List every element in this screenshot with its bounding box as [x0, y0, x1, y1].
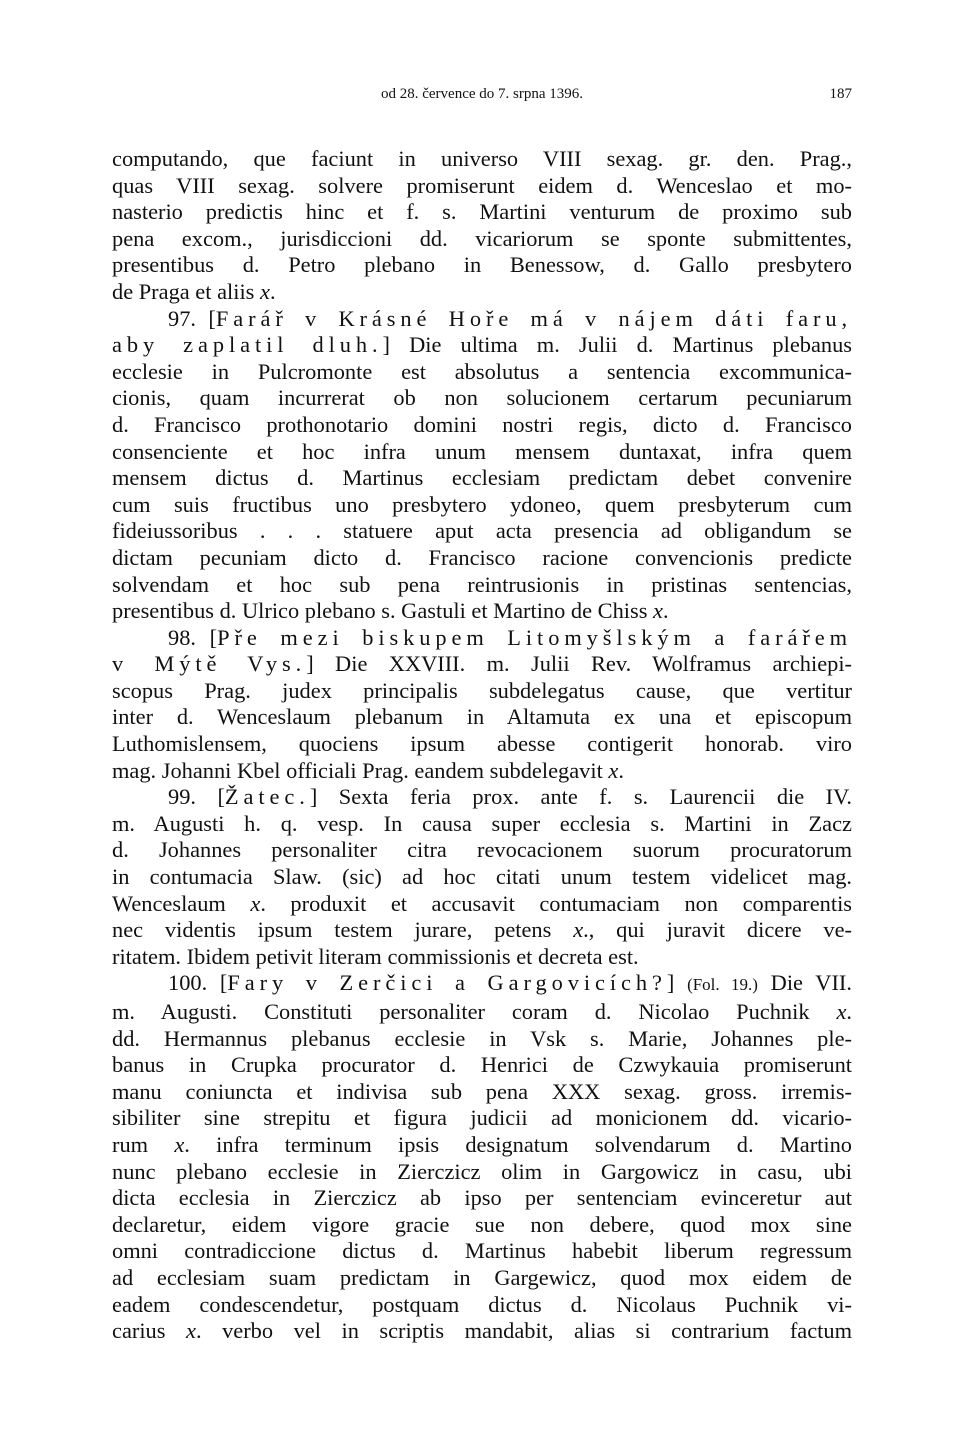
text-segment: scopus Prag. judex principalis subdelegatus cause, que vertitur: [112, 677, 852, 703]
italic-mark: x: [608, 757, 619, 783]
text-line: [112, 891, 852, 918]
text-line: [112, 625, 852, 652]
text-segment: .: [662, 598, 669, 624]
text-line: [112, 678, 852, 705]
text-segment: m. Augusti. Constituti personaliter coram d. Nicolao Puchnik: [112, 999, 837, 1024]
text-segment: mag. Johanni Kbel officiali Prag. eandem subdelegavit: [112, 757, 609, 783]
text-segment: solvendam et hoc sub pena reintrusionis in pristinas sentencias,: [112, 571, 852, 597]
text-segment: sibiliter sine strepitu et figura judicii ad monicionem dd. vicario-: [112, 1105, 852, 1131]
text-segment: .: [269, 278, 276, 304]
running-title: od 28. července do 7. srpna 1396.: [380, 86, 584, 102]
text-segment: in contumacia Slaw. (sic) ad hoc citati unum testem videlicet mag.: [112, 864, 852, 890]
text-segment: ] Die ultima m. Julii d. Martinus plebanus: [382, 332, 853, 358]
text-segment: dictam pecuniam dicto d. Francisco racione convencionis predicte: [112, 544, 852, 570]
text-line: [112, 970, 852, 999]
text-line: [112, 572, 852, 599]
text-segment: inter d. Wenceslaum plebanum in Altamuta ex una et episcopum: [112, 704, 852, 730]
text-line: [112, 359, 852, 386]
text-segment: d. Francisco prothonotario domini nostri regis, dicto d. Francisco: [112, 411, 852, 437]
text-line: [112, 1238, 852, 1265]
page-header: [112, 86, 852, 110]
text-segment: omni contradiccione dictus d. Martinus habebit liberum regressum: [112, 1238, 852, 1264]
text-line: [112, 492, 852, 519]
text-line: [112, 651, 852, 678]
text-line: [112, 1159, 852, 1186]
text-segment: declaretur, eidem vigore gracie sue non debere, quod mox sine: [112, 1211, 852, 1237]
text-segment: d. Johannes personaliter citra revocacionem suorum procuratorum: [112, 837, 852, 863]
text-line: [112, 518, 852, 545]
text-segment: quas VIII sexag. solvere promiserunt eidem d. Wenceslao et mo-: [112, 172, 852, 198]
text-line: [112, 758, 852, 785]
text-line: [112, 545, 852, 572]
text-segment: 97. [: [168, 305, 216, 331]
text-segment: rum: [112, 1131, 175, 1157]
italic-mark: x: [174, 1131, 185, 1157]
text-segment: . infra terminum ipsis designatum solvendarum d. Martino: [184, 1131, 852, 1157]
text-segment: .: [618, 757, 624, 783]
text-line: [112, 999, 852, 1026]
spaced-heading: aby zaplatil dluh.: [112, 332, 383, 358]
text-line: [112, 332, 852, 359]
body-text: [112, 146, 852, 1345]
text-line: [112, 1318, 852, 1345]
text-line: [112, 784, 852, 811]
text-line: [112, 944, 852, 971]
text-segment: manu coniuncta et indivisa sub pena XXX sexag. gross. irremis-: [112, 1078, 852, 1104]
text-segment: cionis, quam incurrerat ob non solucionem certarum pecuniarum: [112, 385, 852, 411]
spaced-heading: v Mýtě Vys.: [112, 651, 307, 677]
text-segment: Die VII.: [757, 970, 852, 996]
text-segment: (Fol. 19.): [687, 975, 758, 995]
text-line: [112, 412, 852, 439]
text-segment: fideiussoribus . . . statuere aput acta presencia ad obligandum se: [112, 518, 852, 544]
text-segment: nasterio predictis hinc et f. s. Martini venturum de proximo sub: [112, 199, 852, 225]
text-line: [112, 385, 852, 412]
text-segment: presentibus d. Ulrico plebano s. Gastuli et Martino de Chiss: [112, 598, 654, 624]
text-segment: 100. [: [168, 970, 228, 996]
text-segment: ad ecclesiam suam predictam in Gargewicz, quod mox eidem de: [112, 1264, 852, 1290]
page-number: 187: [829, 86, 852, 102]
text-line: [112, 226, 852, 253]
text-segment: ecclesie in Pulcromonte est absolutus a sentencia excommunica-: [112, 358, 852, 384]
text-segment: cum suis fructibus uno presbytero ydoneo, quem presbyterum cum: [112, 491, 852, 517]
text-segment: ]: [666, 970, 688, 996]
text-segment: m. Augusti h. q. vesp. In causa super ecclesia s. Martini in Zacz: [112, 810, 852, 836]
text-segment: dicta ecclesia in Zierczicz ab ipso per sentenciam evinceretur aut: [112, 1185, 852, 1211]
text-segment: dd. Hermannus plebanus ecclesie in Vsk s. Marie, Johannes ple-: [112, 1025, 852, 1051]
text-segment: mensem dictus d. Martinus ecclesiam predictam debet convenire: [112, 465, 852, 491]
text-line: [112, 864, 852, 891]
text-line: [112, 252, 852, 279]
spaced-heading: Žatec.: [224, 784, 310, 810]
text-line: [112, 146, 852, 173]
text-segment: carius: [112, 1318, 186, 1344]
text-line: [112, 1105, 852, 1132]
text-segment: de Praga et aliis: [112, 278, 260, 304]
text-segment: ] Die XXVIII. m. Julii Rev. Wolframus archiepi-: [306, 651, 853, 677]
text-segment: pena excom., jurisdiccioni dd. vicariorum se sponte submittentes,: [112, 225, 852, 251]
text-line: [112, 704, 852, 731]
text-segment: computando, que faciunt in universo VIII sexag. gr. den. Prag.,: [112, 146, 852, 171]
text-line: [112, 279, 852, 306]
text-line: [112, 1132, 852, 1159]
text-line: [112, 1079, 852, 1106]
text-line: [112, 465, 852, 492]
text-segment: . verbo vel in scriptis mandabit, alias si contrarium factum: [195, 1318, 853, 1344]
text-segment: Wenceslaum: [112, 890, 251, 916]
italic-mark: x: [250, 890, 261, 916]
italic-mark: x: [836, 999, 847, 1024]
spaced-heading: Pře mezi biskupem Litomyšlským a farářem: [217, 624, 852, 650]
text-segment: eadem condescendetur, postquam dictus d. Nicolaus Puchnik vi-: [112, 1291, 852, 1317]
text-line: [112, 1292, 852, 1319]
text-segment: nec videntis ipsum testem jurare, petens: [112, 917, 574, 943]
spaced-heading: Fary v Zerčici a Gargovicích?: [227, 970, 667, 996]
text-segment: ] Sexta feria prox. ante f. s. Laurencii die IV.: [309, 784, 853, 810]
italic-mark: x: [573, 917, 584, 943]
text-line: [112, 1052, 852, 1079]
text-segment: .: [846, 999, 852, 1024]
text-line: [112, 199, 852, 226]
text-segment: . produxit et accusavit contumaciam non comparentis: [260, 890, 852, 916]
text-line: [112, 1026, 852, 1053]
text-segment: ritatem. Ibidem petivit literam commissionis et decreta est.: [112, 943, 639, 969]
italic-mark: x: [653, 598, 663, 624]
italic-mark: x: [186, 1318, 196, 1344]
spaced-heading: Farář v Krásné Hoře má v nájem dáti faru,: [215, 305, 852, 331]
text-line: [112, 306, 852, 333]
text-line: [112, 1212, 852, 1239]
text-segment: 99. [: [168, 784, 225, 810]
text-line: [112, 731, 852, 758]
text-line: [112, 1265, 852, 1292]
text-segment: consenciente et hoc infra unum mensem duntaxat, infra quem: [112, 438, 852, 464]
text-segment: 98. [: [168, 624, 218, 650]
text-segment: ., qui juravit dicere ve-: [583, 917, 853, 943]
text-segment: banus in Crupka procurator d. Henrici de Czwykauia promiserunt: [112, 1052, 852, 1078]
text-line: [112, 1185, 852, 1212]
text-line: [112, 598, 852, 625]
text-line: [112, 837, 852, 864]
text-segment: presentibus d. Petro plebano in Benessow, d. Gallo presbytero: [112, 252, 852, 278]
italic-mark: x: [259, 278, 270, 304]
text-line: [112, 439, 852, 466]
text-line: [112, 173, 852, 200]
text-segment: nunc plebano ecclesie in Zierczicz olim in Gargowicz in casu, ubi: [112, 1158, 852, 1184]
text-segment: Luthomislensem, quociens ipsum abesse contigerit honorab. viro: [112, 731, 852, 757]
text-line: [112, 811, 852, 838]
text-line: [112, 917, 852, 944]
